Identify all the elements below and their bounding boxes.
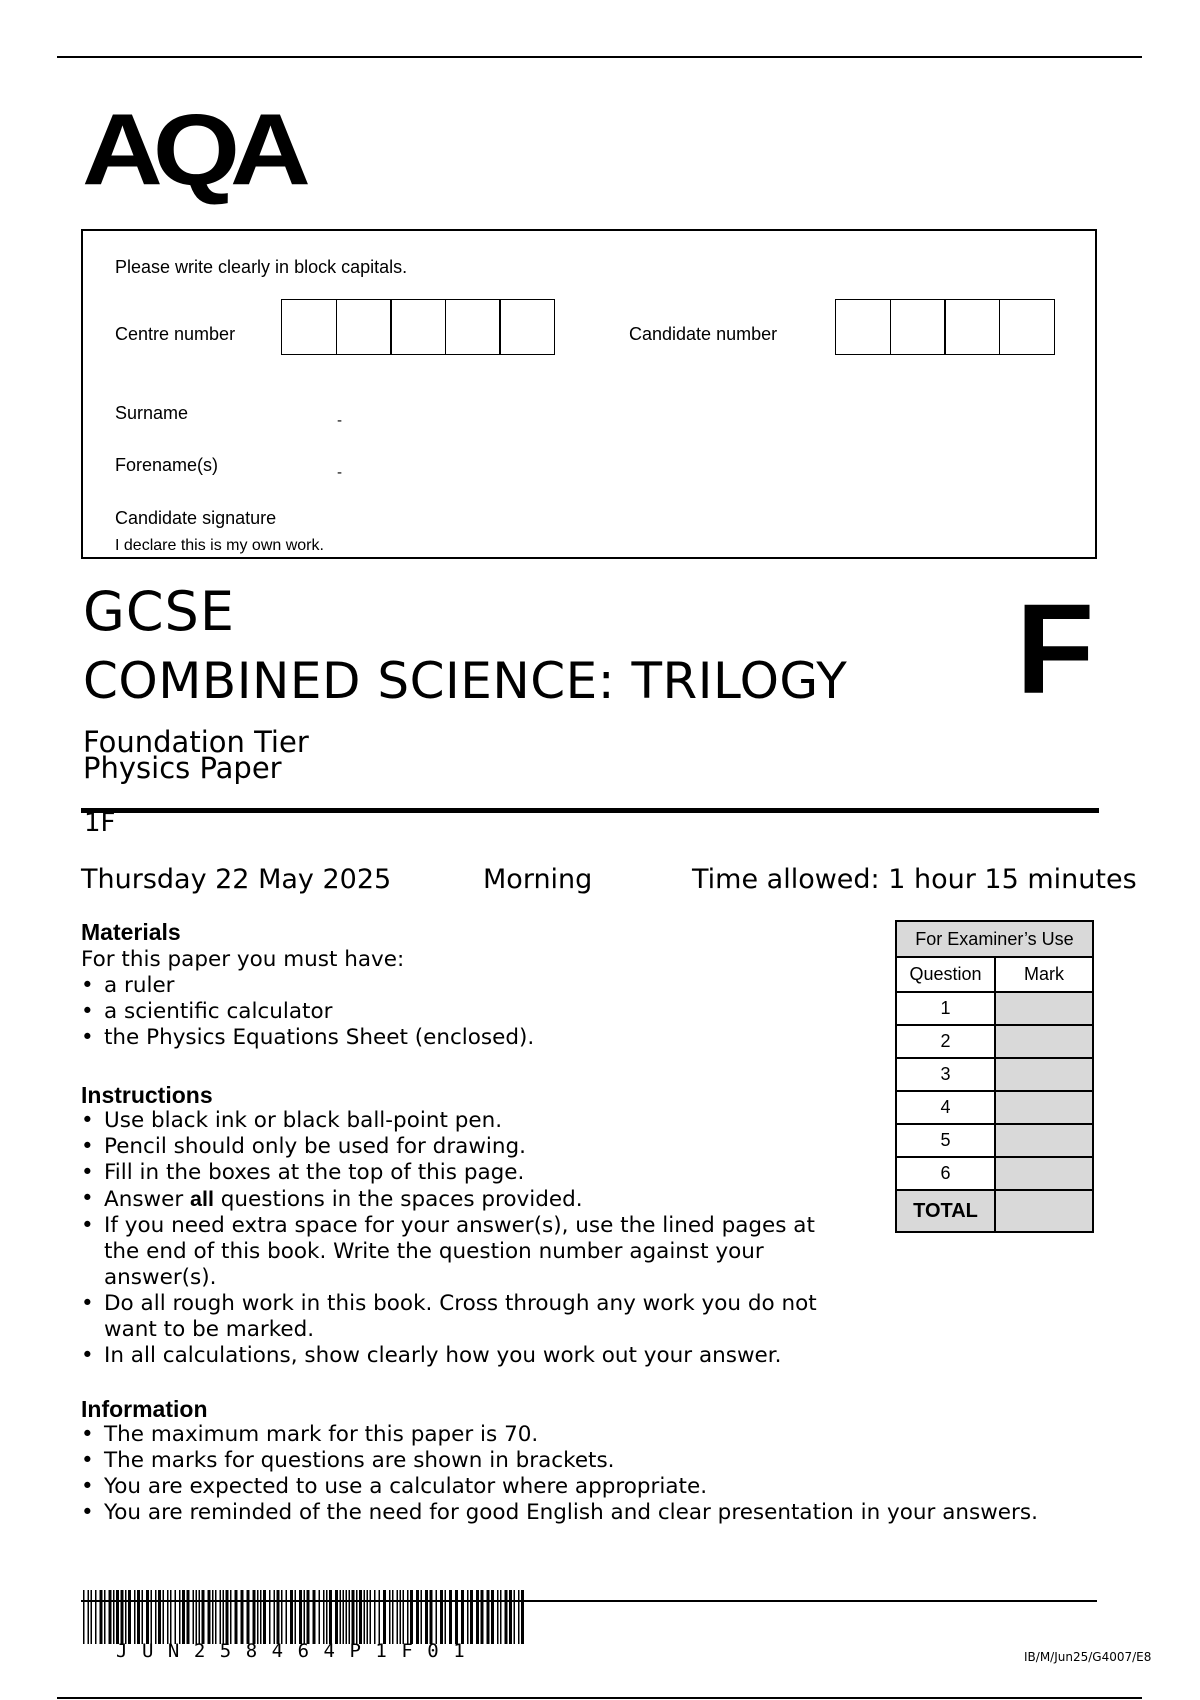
title-rule (81, 808, 1099, 813)
barcode-bar (208, 1590, 211, 1644)
barcode-bar (134, 1590, 136, 1644)
list-item: • The maximum mark for this paper is 70. (81, 1422, 1181, 1448)
barcode-bar (257, 1590, 259, 1644)
question-column-header: Question (896, 957, 995, 992)
paper-name: Physics Paper (83, 751, 282, 785)
barcode-bar (295, 1590, 297, 1644)
candidate-details-box (81, 229, 1097, 559)
barcode-bar (199, 1590, 201, 1644)
barcode-bar (83, 1590, 85, 1644)
mark-cell[interactable] (995, 1124, 1093, 1157)
barcode-bar (445, 1590, 447, 1644)
examiners-use-table (895, 920, 1094, 1233)
candidate-number-field[interactable] (835, 299, 1053, 355)
barcode-bar (374, 1590, 376, 1644)
centre-digit-box[interactable] (499, 299, 555, 355)
exam-date: Thursday 22 May 2025 (81, 864, 392, 895)
mark-cell[interactable] (995, 1091, 1093, 1124)
barcode-bar (158, 1590, 161, 1644)
barcode-bar (100, 1590, 103, 1644)
instructions-heading: Instructions (81, 1082, 213, 1108)
barcode-bar (263, 1590, 266, 1644)
subject-title: COMBINED SCIENCE: TRILOGY (83, 652, 848, 710)
barcode-bar (343, 1590, 345, 1644)
information-heading: Information (81, 1396, 208, 1422)
barcode-bar (389, 1590, 391, 1644)
forenames-label: Forename(s) (115, 455, 219, 475)
tier-letter: F (1016, 578, 1095, 721)
barcode-bar (407, 1590, 409, 1644)
barcode-bar (335, 1590, 338, 1644)
barcode-bar (421, 1590, 423, 1644)
mark-cell[interactable] (995, 1157, 1093, 1190)
barcode-bar (290, 1590, 293, 1644)
barcode-bar (383, 1590, 386, 1644)
barcode-bar (212, 1590, 214, 1644)
barcode-bar (416, 1590, 419, 1644)
list-item: • Pencil should only be used for drawing. (81, 1134, 856, 1160)
barcode-bar (425, 1590, 428, 1644)
barcode-bar (235, 1590, 238, 1644)
list-item: • a ruler (81, 973, 821, 999)
centre-digit-box[interactable] (445, 299, 501, 355)
list-item: • a scientific calculator (81, 999, 821, 1025)
barcode-bar (352, 1590, 355, 1644)
list-item: • Answer all questions in the spaces provided. (81, 1186, 856, 1213)
barcode-bar (410, 1590, 413, 1644)
barcode-bar (326, 1590, 328, 1644)
mark-cell[interactable] (995, 1058, 1093, 1091)
barcode-bar (364, 1590, 366, 1644)
candidate-digit-box[interactable] (944, 299, 1000, 355)
question-number: 2 (896, 1025, 995, 1058)
barcode-bar (497, 1590, 499, 1644)
barcode-bar (370, 1590, 372, 1644)
list-item: • The marks for questions are shown in brackets. (81, 1448, 1181, 1474)
barcode-bar (329, 1590, 332, 1644)
list-item: • Fill in the boxes at the top of this page. (81, 1160, 856, 1186)
barcode-bar (307, 1590, 310, 1644)
total-mark-cell[interactable] (995, 1190, 1093, 1232)
barcode-bar (125, 1590, 127, 1644)
barcode-bar (155, 1590, 157, 1644)
barcode-bar (281, 1590, 283, 1644)
materials-intro: For this paper you must have: (81, 947, 405, 972)
barcode-bar (400, 1590, 402, 1644)
top-rule (57, 56, 1142, 58)
block-capitals-instruction: Please write clearly in block capitals. (115, 257, 408, 277)
barcode-bar (313, 1590, 316, 1644)
barcode-bar (167, 1590, 169, 1644)
barcode-bar (175, 1590, 177, 1644)
barcode-bar (440, 1590, 443, 1644)
barcode-bar (470, 1590, 473, 1644)
barcode-bar (367, 1590, 369, 1644)
barcode-bar (113, 1590, 115, 1644)
barcode-bar (491, 1590, 494, 1644)
barcode-text: JUN258464P1F01 (116, 1640, 480, 1662)
centre-digit-box[interactable] (390, 299, 446, 355)
document-reference: IB/M/Jun25/G4007/E8 (1024, 1650, 1152, 1664)
barcode-bar (223, 1590, 225, 1644)
barcode-bar (359, 1590, 362, 1644)
exam-session: Morning (483, 864, 593, 895)
barcode-bar (481, 1590, 484, 1644)
barcode-bar (487, 1590, 490, 1644)
barcode-bar (88, 1590, 90, 1644)
barcode-bar (128, 1590, 131, 1644)
barcode-bar (121, 1590, 124, 1644)
question-number: 4 (896, 1091, 995, 1124)
barcode-bar (518, 1590, 520, 1644)
barcode-bar (509, 1590, 512, 1644)
barcode-bar (116, 1590, 119, 1644)
mark-cell[interactable] (995, 992, 1093, 1025)
list-item: • Do all rough work in this book. Cross through any work you do not want to be marked. (81, 1291, 856, 1343)
list-item: • You are reminded of the need for good English and clear presentation in your answers. (81, 1500, 1181, 1526)
examiners-use-title: For Examiner’s Use (896, 921, 1093, 957)
barcode-bar (196, 1590, 198, 1644)
qualification-title: GCSE (83, 580, 235, 643)
barcode-bar (436, 1590, 438, 1644)
barcode-bar (356, 1590, 358, 1644)
tier-name: Foundation Tier (83, 725, 309, 759)
question-number: 1 (896, 992, 995, 1025)
barcode-bar (187, 1590, 190, 1644)
barcode-bar (286, 1590, 288, 1644)
barcode-bar (521, 1590, 524, 1644)
barcode-bar (340, 1590, 342, 1644)
candidate-digit-box[interactable] (890, 299, 946, 355)
centre-number-label: Centre number (115, 324, 236, 344)
list-item: • the Physics Equations Sheet (enclosed). (81, 1025, 821, 1051)
barcode-bar (274, 1590, 276, 1644)
aqa-logo: AQA (82, 93, 301, 207)
barcode-bar (397, 1590, 399, 1644)
barcode-bar (500, 1590, 502, 1644)
declaration-text: I declare this is my own work. (115, 537, 324, 554)
list-item: • If you need extra space for your answer(s), use the lined pages at the end of this book. Write the question number against your answer(s). (81, 1213, 856, 1291)
centre-digit-box[interactable] (336, 299, 392, 355)
question-number: 3 (896, 1058, 995, 1091)
barcode-bar (461, 1590, 464, 1644)
barcode-bar (241, 1590, 244, 1644)
candidate-digit-box[interactable] (999, 299, 1055, 355)
barcode-bar (455, 1590, 458, 1644)
list-item: • In all calculations, show clearly how you work out your answer. (81, 1343, 856, 1369)
barcode-bar (403, 1590, 405, 1644)
barcode-bar (95, 1590, 97, 1644)
barcode-bar (220, 1590, 222, 1644)
information-list (81, 1422, 1181, 1526)
barcode-image (83, 1590, 525, 1644)
barcode-bar (253, 1590, 256, 1644)
mark-cell[interactable] (995, 1025, 1093, 1058)
barcode-bar (449, 1590, 452, 1644)
barcode-bar (151, 1590, 153, 1644)
total-label: TOTAL (896, 1190, 995, 1232)
barcode-bar (514, 1590, 516, 1644)
time-allowed: Time allowed: 1 hour 15 minutes (692, 864, 1137, 895)
barcode-bar (104, 1590, 106, 1644)
materials-heading: Materials (81, 919, 181, 945)
instructions-list (81, 1108, 856, 1369)
list-item: • You are expected to use a calculator where appropriate. (81, 1474, 1181, 1500)
bottom-rule (57, 1697, 1142, 1699)
question-number: 6 (896, 1157, 995, 1190)
barcode-bar (247, 1590, 250, 1644)
paper-code: 1F (84, 808, 116, 838)
barcode-bar (179, 1590, 181, 1644)
surname-label: Surname (115, 403, 189, 423)
mark-column-header: Mark (995, 957, 1093, 992)
barcode-bar (215, 1590, 217, 1644)
barcode-bar (319, 1590, 321, 1644)
barcode-bar (323, 1590, 325, 1644)
surname-field[interactable]: - (337, 413, 343, 429)
centre-number-field[interactable] (281, 299, 554, 355)
barcode-bar (346, 1590, 348, 1644)
candidate-digit-box[interactable] (835, 299, 891, 355)
barcode-bar (202, 1590, 205, 1644)
barcode-bar (476, 1590, 479, 1644)
barcode-bar (109, 1590, 112, 1644)
barcode-bar (392, 1590, 394, 1644)
barcode-bar (142, 1590, 144, 1644)
forenames-field[interactable]: - (337, 465, 343, 481)
question-number: 5 (896, 1124, 995, 1157)
barcode-bar (163, 1590, 165, 1644)
materials-list (81, 973, 821, 1051)
barcode-bar (193, 1590, 195, 1644)
candidate-number-label: Candidate number (629, 324, 778, 344)
signature-label: Candidate signature (115, 508, 277, 528)
barcode-bar (277, 1590, 280, 1644)
barcode-bar (505, 1590, 508, 1644)
barcode-bar (269, 1590, 271, 1644)
barcode-bar (91, 1590, 93, 1644)
barcode-bar (170, 1590, 172, 1644)
barcode-bar (226, 1590, 229, 1644)
barcode-bar (182, 1590, 185, 1644)
barcode-bar (430, 1590, 433, 1644)
barcode-bar (467, 1590, 469, 1644)
barcode-bar (146, 1590, 149, 1644)
barcode-bar (260, 1590, 262, 1644)
barcode-bar (379, 1590, 381, 1644)
barcode-bar (137, 1590, 140, 1644)
barcode-bar (230, 1590, 232, 1644)
barcode-bar (349, 1590, 351, 1644)
barcode-bar (299, 1590, 302, 1644)
list-item: • Use black ink or black ball-point pen. (81, 1108, 856, 1134)
centre-digit-box[interactable] (281, 299, 337, 355)
barcode-bar (304, 1590, 306, 1644)
